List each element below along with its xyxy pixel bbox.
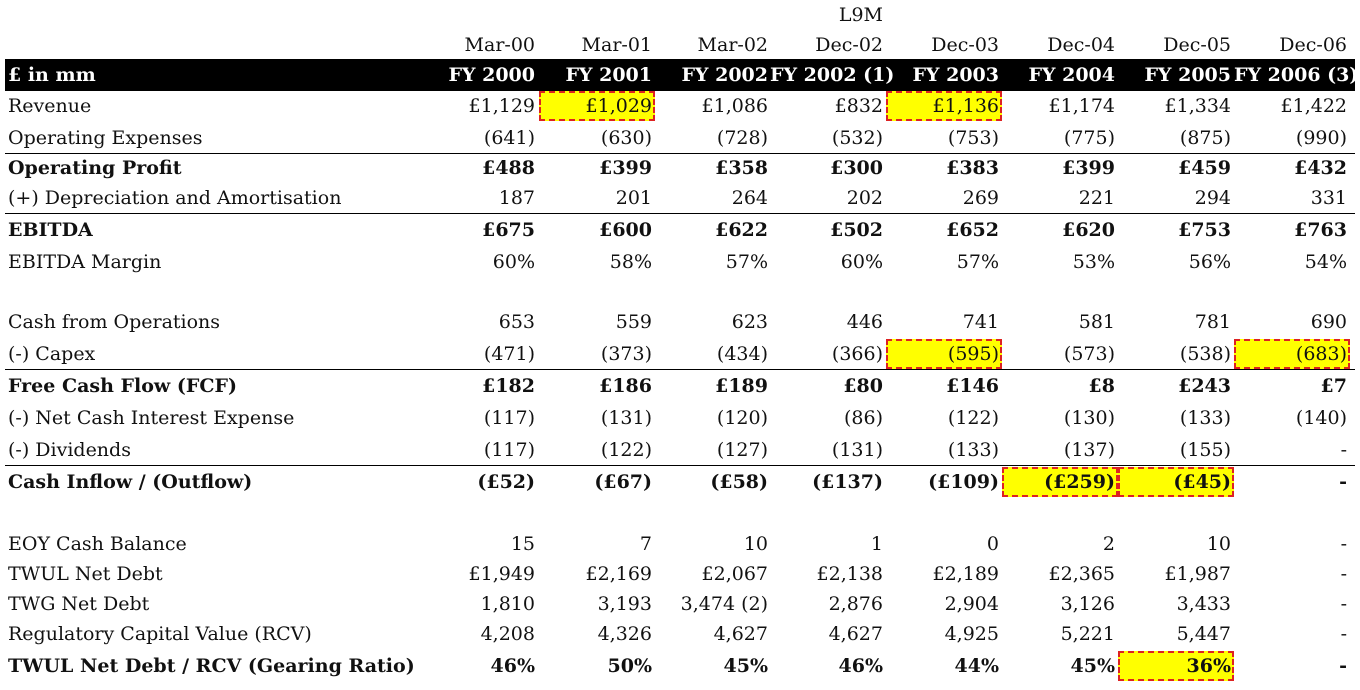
date-header-row [5,30,1355,60]
row-label: Operating Expenses [8,127,203,149]
value-cell: (155) [1179,439,1231,461]
value-cell: £1,422 [1280,95,1347,117]
value-cell: £1,949 [468,563,535,585]
value-cell: £399 [1062,157,1115,179]
value-cell: (728) [716,127,768,149]
row-label: Cash from Operations [8,311,221,333]
value-cell: 10 [1206,533,1231,555]
table-row [5,307,1355,337]
value-cell: 3,126 [1060,593,1115,615]
value-cell: (434) [716,343,768,365]
value-cell: 50% [607,655,652,677]
value-cell: (86) [843,407,883,429]
l9m-row [5,0,1355,30]
value-cell: £675 [482,219,535,241]
value-cell: 1 [870,533,883,555]
value-cell: (133) [947,439,999,461]
row-divider [5,465,1355,466]
table-row [5,403,1355,433]
value-cell: (140) [1295,407,1347,429]
row-label: TWUL Net Debt [8,563,163,585]
row-label: EBITDA [8,219,93,241]
value-cell: (130) [1063,407,1115,429]
table-row [5,589,1355,619]
value-cell: 201 [615,187,652,209]
value-cell: £2,067 [701,563,768,585]
table-row [5,91,1355,121]
row-label: Revenue [8,95,92,117]
table-row [5,123,1355,153]
value-cell: (131) [600,407,652,429]
value-cell: 581 [1078,311,1115,333]
value-cell: 5,447 [1176,623,1231,645]
value-cell: (£52) [477,471,535,493]
value-cell: 221 [1078,187,1115,209]
value-cell: (131) [831,439,883,461]
value-cell: £7 [1320,375,1347,397]
value-cell: - [1340,563,1347,585]
value-cell: 53% [1072,251,1115,273]
value-cell: 0 [986,533,999,555]
value-cell: - [1340,439,1347,461]
value-cell: £652 [946,219,999,241]
date-header-cell: Dec-05 [1163,34,1231,56]
row-label: (-) Dividends [8,439,131,461]
value-cell: 4,208 [480,623,535,645]
value-cell: (573) [1063,343,1115,365]
value-cell: (122) [947,407,999,429]
value-cell: (641) [483,127,535,149]
value-cell: 4,627 [713,623,768,645]
value-cell: 44% [954,655,999,677]
fiscal-year-header-cell: FY 2002 [681,64,768,86]
table-row [5,467,1355,497]
value-cell: 623 [731,311,768,333]
highlighted-value-cell: 36% [1118,651,1234,681]
table-row [5,435,1355,465]
value-cell: 3,433 [1176,593,1231,615]
units-label: £ in mm [8,64,96,86]
value-cell: £80 [843,375,883,397]
value-cell: £2,189 [932,563,999,585]
value-cell: (£67) [594,471,652,493]
value-cell: £1,129 [468,95,535,117]
value-cell: (120) [716,407,768,429]
value-cell: £832 [834,95,883,117]
value-cell: (471) [483,343,535,365]
value-cell: (775) [1063,127,1115,149]
fiscal-year-header-cell: FY 2002 (1) [770,64,895,86]
value-cell: 57% [725,251,768,273]
value-cell: 45% [1070,655,1115,677]
highlighted-value-cell: (£45) [1118,467,1234,497]
value-cell: (137) [1063,439,1115,461]
value-cell: 202 [846,187,883,209]
value-cell: £753 [1178,219,1231,241]
value-cell: 2,876 [828,593,883,615]
value-cell: 10 [743,533,768,555]
value-cell: 3,474 (2) [680,593,768,615]
highlighted-value-cell: (683) [1234,339,1350,369]
date-header-cell: Dec-02 [815,34,883,56]
value-cell: £432 [1294,157,1347,179]
value-cell: 5,221 [1060,623,1115,645]
row-label: Regulatory Capital Value (RCV) [8,623,312,645]
fiscal-year-header-cell: FY 2006 (3) [1234,64,1359,86]
value-cell: (117) [483,439,535,461]
value-cell: 60% [492,251,535,273]
fiscal-year-header-cell: FY 2004 [1028,64,1115,86]
value-cell: (£137) [812,471,883,493]
value-cell: (875) [1179,127,1231,149]
table-row [5,247,1355,277]
value-cell: 54% [1304,251,1347,273]
date-header-cell: Mar-02 [697,34,768,56]
value-cell: 559 [615,311,652,333]
value-cell: 3,193 [597,593,652,615]
row-label: (-) Net Cash Interest Expense [8,407,295,429]
date-header-cell: Dec-06 [1279,34,1347,56]
value-cell: - [1339,471,1347,493]
row-label: Operating Profit [8,157,182,179]
table-row [5,339,1355,369]
value-cell: 331 [1310,187,1347,209]
value-cell: (373) [600,343,652,365]
value-cell: £8 [1088,375,1115,397]
highlighted-value-cell: (£259) [1002,467,1118,497]
value-cell: £622 [715,219,768,241]
value-cell: 690 [1310,311,1347,333]
value-cell: 15 [510,533,535,555]
date-header-cell: Mar-01 [581,34,652,56]
value-cell: £186 [599,375,652,397]
value-cell: 7 [639,533,652,555]
value-cell: 741 [962,311,999,333]
value-cell: £399 [599,157,652,179]
value-cell: £2,138 [816,563,883,585]
row-label: EOY Cash Balance [8,533,187,555]
value-cell: 2 [1102,533,1115,555]
value-cell: (630) [600,127,652,149]
highlighted-value-cell: (595) [886,339,1002,369]
highlighted-value-cell: £1,136 [886,91,1002,121]
row-divider [5,369,1355,370]
value-cell: 58% [609,251,652,273]
value-cell: 264 [731,187,768,209]
table-row [5,559,1355,589]
value-cell: £459 [1178,157,1231,179]
row-label: EBITDA Margin [8,251,162,273]
row-label: Cash Inflow / (Outflow) [8,471,253,493]
row-label: TWG Net Debt [8,593,150,615]
value-cell: 269 [962,187,999,209]
value-cell: £383 [946,157,999,179]
fiscal-year-header-cell: FY 2000 [448,64,535,86]
value-cell: 45% [723,655,768,677]
value-cell: £1,086 [701,95,768,117]
date-header-cell: Dec-03 [931,34,999,56]
table-row [5,651,1355,681]
value-cell: £488 [482,157,535,179]
value-cell: £300 [830,157,883,179]
fiscal-year-header-cell: FY 2005 [1144,64,1231,86]
value-cell: £358 [715,157,768,179]
value-cell: - [1340,593,1347,615]
row-label: TWUL Net Debt / RCV (Gearing Ratio) [8,655,415,677]
value-cell: £2,169 [585,563,652,585]
table-row [5,215,1355,245]
value-cell: (127) [716,439,768,461]
fiscal-year-header-cell: FY 2003 [912,64,999,86]
value-cell: - [1340,623,1347,645]
value-cell: £620 [1062,219,1115,241]
value-cell: - [1340,533,1347,555]
value-cell: £502 [830,219,883,241]
value-cell: (122) [600,439,652,461]
row-label: Free Cash Flow (FCF) [8,375,237,397]
value-cell: - [1339,655,1347,677]
highlighted-value-cell: £1,029 [539,91,655,121]
value-cell: (532) [831,127,883,149]
value-cell: 4,326 [597,623,652,645]
value-cell: (117) [483,407,535,429]
value-cell: £189 [715,375,768,397]
table-row [5,153,1355,183]
value-cell: 1,810 [480,593,535,615]
value-cell: 294 [1194,187,1231,209]
fiscal-year-header-row [5,59,1359,91]
value-cell: (538) [1179,343,1231,365]
value-cell: 4,627 [828,623,883,645]
table-row [5,183,1355,213]
value-cell: (990) [1295,127,1347,149]
value-cell: 57% [956,251,999,273]
row-divider [5,213,1355,214]
value-cell: £1,987 [1164,563,1231,585]
value-cell: 4,925 [944,623,999,645]
value-cell: 60% [840,251,883,273]
row-label: (-) Capex [8,343,96,365]
value-cell: (£58) [710,471,768,493]
table-row [5,529,1355,559]
value-cell: 56% [1188,251,1231,273]
table-row [5,619,1355,649]
value-cell: 187 [498,187,535,209]
value-cell: £2,365 [1048,563,1115,585]
value-cell: 46% [490,655,535,677]
date-header-cell: Dec-04 [1047,34,1115,56]
row-label: (+) Depreciation and Amortisation [8,187,342,209]
value-cell: 653 [498,311,535,333]
value-cell: £243 [1178,375,1231,397]
value-cell: £146 [946,375,999,397]
value-cell: 2,904 [944,593,999,615]
value-cell: (133) [1179,407,1231,429]
value-cell: 781 [1194,311,1231,333]
value-cell: £763 [1294,219,1347,241]
value-cell: 446 [846,311,883,333]
value-cell: (£109) [928,471,999,493]
value-cell: 46% [838,655,883,677]
value-cell: (366) [831,343,883,365]
fiscal-year-header-cell: FY 2001 [565,64,652,86]
table-row [5,371,1355,401]
date-header-cell: Mar-00 [464,34,535,56]
value-cell: (753) [947,127,999,149]
value-cell: £1,174 [1048,95,1115,117]
value-cell: £600 [599,219,652,241]
value-cell: £182 [482,375,535,397]
l9m-label: L9M [838,4,883,26]
value-cell: £1,334 [1164,95,1231,117]
